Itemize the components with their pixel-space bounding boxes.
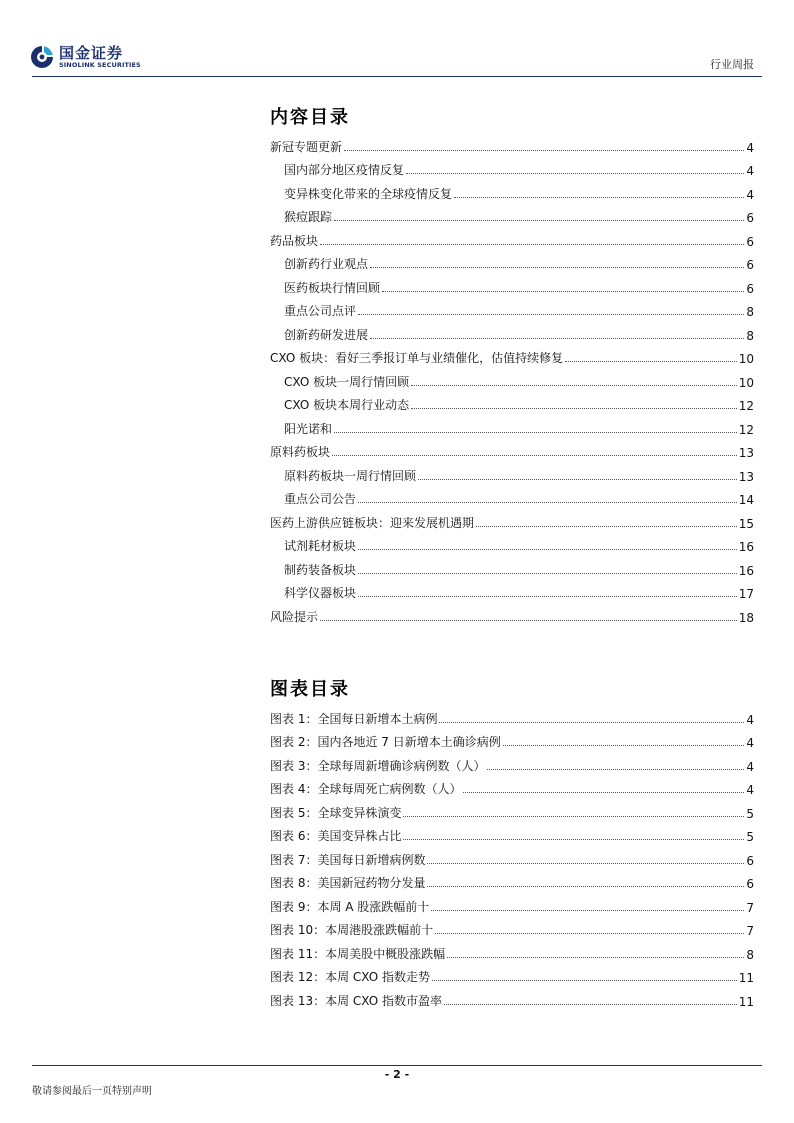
figure-entry-label: 图表 7：美国每日新增病例数 [270, 852, 426, 867]
figure-entry-label: 图表 4：全球每周死亡病例数（人） [270, 782, 462, 796]
toc-entry[interactable] [270, 272, 754, 296]
dot-leader [332, 455, 737, 456]
toc-entry-label: 风险提示 [270, 609, 319, 624]
figure-entry-page: 5 [746, 806, 754, 821]
figure-entry-page: 11 [738, 994, 754, 1009]
dot-leader [382, 291, 744, 292]
dot-leader [358, 573, 737, 574]
dot-leader [370, 267, 744, 268]
dot-leader [358, 502, 737, 503]
toc-entry-label: 医药上游供应链板块：迎来发展机遇期 [270, 515, 475, 530]
figure-entry[interactable] [270, 797, 754, 821]
dot-leader [447, 957, 744, 958]
toc-entry-page: 6 [746, 258, 754, 272]
toc-entry-page: 4 [746, 164, 754, 178]
figure-entry-label: 图表 12：本周 CXO 指数走势 [270, 970, 430, 984]
toc-entry-page: 4 [746, 187, 754, 202]
toc-entry-label: 科学仪器板块 [284, 586, 357, 600]
figure-entry-label: 图表 8：美国新冠药物分发量 [270, 876, 426, 890]
footer-divider [32, 1065, 762, 1066]
figures-list [270, 703, 754, 1009]
dot-leader [370, 338, 744, 339]
toc-entry[interactable] [270, 319, 754, 343]
contents-title: 内容目录 [270, 107, 350, 128]
toc-entry[interactable] [270, 178, 754, 202]
figure-entry[interactable] [270, 821, 754, 845]
page-header [0, 0, 794, 80]
toc-entry[interactable] [270, 390, 754, 414]
dot-leader [565, 361, 737, 362]
toc-entry-label: 重点公司公告 [284, 492, 357, 506]
figure-entry-label: 图表 1：全国每日新增本土病例 [270, 711, 438, 726]
dot-leader [320, 620, 737, 621]
contents-list [270, 131, 754, 625]
toc-entry[interactable] [270, 155, 754, 179]
toc-entry[interactable] [270, 437, 754, 461]
dot-leader [454, 197, 744, 198]
toc-entry-page: 12 [738, 399, 754, 413]
brand-name-en: SINOLINK SECURITIES [59, 61, 141, 69]
figure-entry[interactable] [270, 703, 754, 727]
toc-entry[interactable] [270, 460, 754, 484]
figure-entry-page: 6 [746, 877, 754, 891]
dot-leader [411, 408, 737, 409]
dot-leader [503, 745, 745, 746]
toc-entry-label: 变异株变化带来的全球疫情反复 [284, 186, 453, 201]
toc-entry[interactable] [270, 484, 754, 508]
disclaimer-text: 敬请参阅最后一页特别声明 [32, 1086, 152, 1097]
figure-entry-label: 图表 13：本周 CXO 指数市盈率 [270, 993, 442, 1008]
toc-entry[interactable] [270, 578, 754, 602]
toc-entry[interactable] [270, 413, 754, 437]
toc-entry-label: 原料药板块 [270, 445, 331, 459]
toc-entry[interactable] [270, 343, 754, 367]
figure-entry-label: 图表 10：本周港股涨跌幅前十 [270, 923, 434, 937]
toc-entry[interactable] [270, 249, 754, 273]
page-number: - 2 - [384, 1068, 410, 1081]
dot-leader [358, 596, 737, 597]
dot-leader [439, 722, 744, 723]
dot-leader [487, 769, 744, 770]
dot-leader [432, 980, 737, 981]
toc-entry-page: 15 [738, 516, 754, 531]
toc-entry[interactable] [270, 507, 754, 531]
toc-entry-page: 17 [738, 587, 754, 601]
figure-entry-page: 4 [746, 736, 754, 750]
dot-leader [403, 839, 744, 840]
toc-entry-label: 创新药行业观点 [284, 257, 369, 271]
report-type-label: 行业周报 [710, 58, 754, 71]
toc-entry-page: 12 [738, 422, 754, 437]
toc-entry-label: 阳光诺和 [284, 421, 333, 436]
toc-entry-page: 10 [738, 352, 754, 366]
toc-entry-page: 6 [746, 234, 754, 249]
toc-entry-page: 4 [746, 140, 754, 155]
dot-leader [358, 314, 744, 315]
dot-leader [320, 244, 744, 245]
dot-leader [435, 933, 744, 934]
dot-leader [418, 479, 737, 480]
toc-entry[interactable] [270, 531, 754, 555]
toc-entry-label: 新冠专题更新 [270, 139, 343, 154]
dot-leader [358, 549, 737, 550]
header-divider [32, 76, 762, 77]
figure-entry-page: 7 [746, 924, 754, 938]
dot-leader [427, 863, 744, 864]
figures-title: 图表目录 [270, 679, 350, 700]
figure-entry-page: 11 [738, 971, 754, 985]
toc-entry-label: 猴痘跟踪 [284, 210, 333, 224]
dot-leader [406, 173, 744, 174]
toc-entry-label: 药品板块 [270, 233, 319, 248]
toc-entry-label: 原料药板块一周行情回顾 [284, 468, 417, 483]
brand-name-cn: 国金证券 [59, 44, 124, 62]
dot-leader [476, 526, 737, 527]
toc-entry[interactable] [270, 131, 754, 155]
figure-entry-label: 图表 9：本周 A 股涨跌幅前十 [270, 899, 430, 914]
toc-entry-page: 16 [738, 540, 754, 554]
dot-leader [403, 816, 744, 817]
dot-leader [463, 792, 744, 793]
toc-entry-page: 18 [738, 610, 754, 625]
figure-entry[interactable] [270, 985, 754, 1009]
figure-entry-page: 8 [746, 947, 754, 962]
dot-leader [444, 1004, 737, 1005]
toc-entry-page: 8 [746, 328, 754, 343]
figure-entry[interactable] [270, 962, 754, 986]
toc-entry-page: 13 [738, 469, 754, 484]
toc-entry[interactable] [270, 554, 754, 578]
toc-entry-label: 医药板块行情回顾 [284, 280, 381, 295]
toc-entry-page: 14 [738, 493, 754, 507]
toc-entry-page: 6 [746, 281, 754, 296]
toc-entry[interactable] [270, 202, 754, 226]
figure-entry-label: 图表 2：国内各地近 7 日新增本土确诊病例 [270, 735, 501, 749]
toc-entry-page: 6 [746, 211, 754, 225]
toc-entry-page: 10 [738, 375, 754, 390]
figure-entry[interactable] [270, 844, 754, 868]
dot-leader [334, 432, 737, 433]
toc-entry[interactable] [270, 225, 754, 249]
dot-leader [411, 385, 737, 386]
figure-entry-page: 6 [746, 853, 754, 868]
sinolink-logo-icon [30, 45, 54, 69]
figure-entry[interactable] [270, 868, 754, 892]
figure-entry[interactable] [270, 727, 754, 751]
figure-entry-page: 5 [746, 830, 754, 844]
figure-entry-label: 图表 5：全球变异株演变 [270, 805, 402, 820]
toc-entry-page: 13 [738, 446, 754, 460]
figure-entry-page: 4 [746, 783, 754, 797]
dot-leader [334, 220, 744, 221]
toc-entry-label: 国内部分地区疫情反复 [284, 163, 405, 177]
figure-entry-page: 4 [746, 759, 754, 774]
toc-entry-label: CXO 板块一周行情回顾 [284, 374, 410, 389]
toc-entry-page: 8 [746, 305, 754, 319]
figure-entry-label: 图表 11：本周美股中概股涨跌幅 [270, 946, 446, 961]
toc-entry[interactable] [270, 601, 754, 625]
figure-entry-page: 7 [746, 900, 754, 915]
toc-entry-label: 试剂耗材板块 [284, 539, 357, 553]
figure-entry[interactable] [270, 938, 754, 962]
toc-entry-page: 16 [738, 563, 754, 578]
dot-leader [431, 910, 744, 911]
toc-entry-label: 重点公司点评 [284, 304, 357, 318]
dot-leader [344, 150, 744, 151]
toc-entry-label: CXO 板块：看好三季报订单与业绩催化，估值持续修复 [270, 351, 564, 365]
toc-entry[interactable] [270, 296, 754, 320]
figure-entry[interactable] [270, 915, 754, 939]
figure-entry-label: 图表 6：美国变异株占比 [270, 829, 402, 843]
figure-entry-page: 4 [746, 712, 754, 727]
toc-entry[interactable] [270, 366, 754, 390]
figure-entry[interactable] [270, 891, 754, 915]
toc-entry-label: 制药装备板块 [284, 562, 357, 577]
dot-leader [427, 886, 744, 887]
figure-entry-label: 图表 3：全球每周新增确诊病例数（人） [270, 758, 486, 773]
toc-entry-label: CXO 板块本周行业动态 [284, 398, 410, 412]
brand-logo [30, 45, 141, 69]
toc-entry-label: 创新药研发进展 [284, 327, 369, 342]
figure-entry[interactable] [270, 774, 754, 798]
figure-entry[interactable] [270, 750, 754, 774]
